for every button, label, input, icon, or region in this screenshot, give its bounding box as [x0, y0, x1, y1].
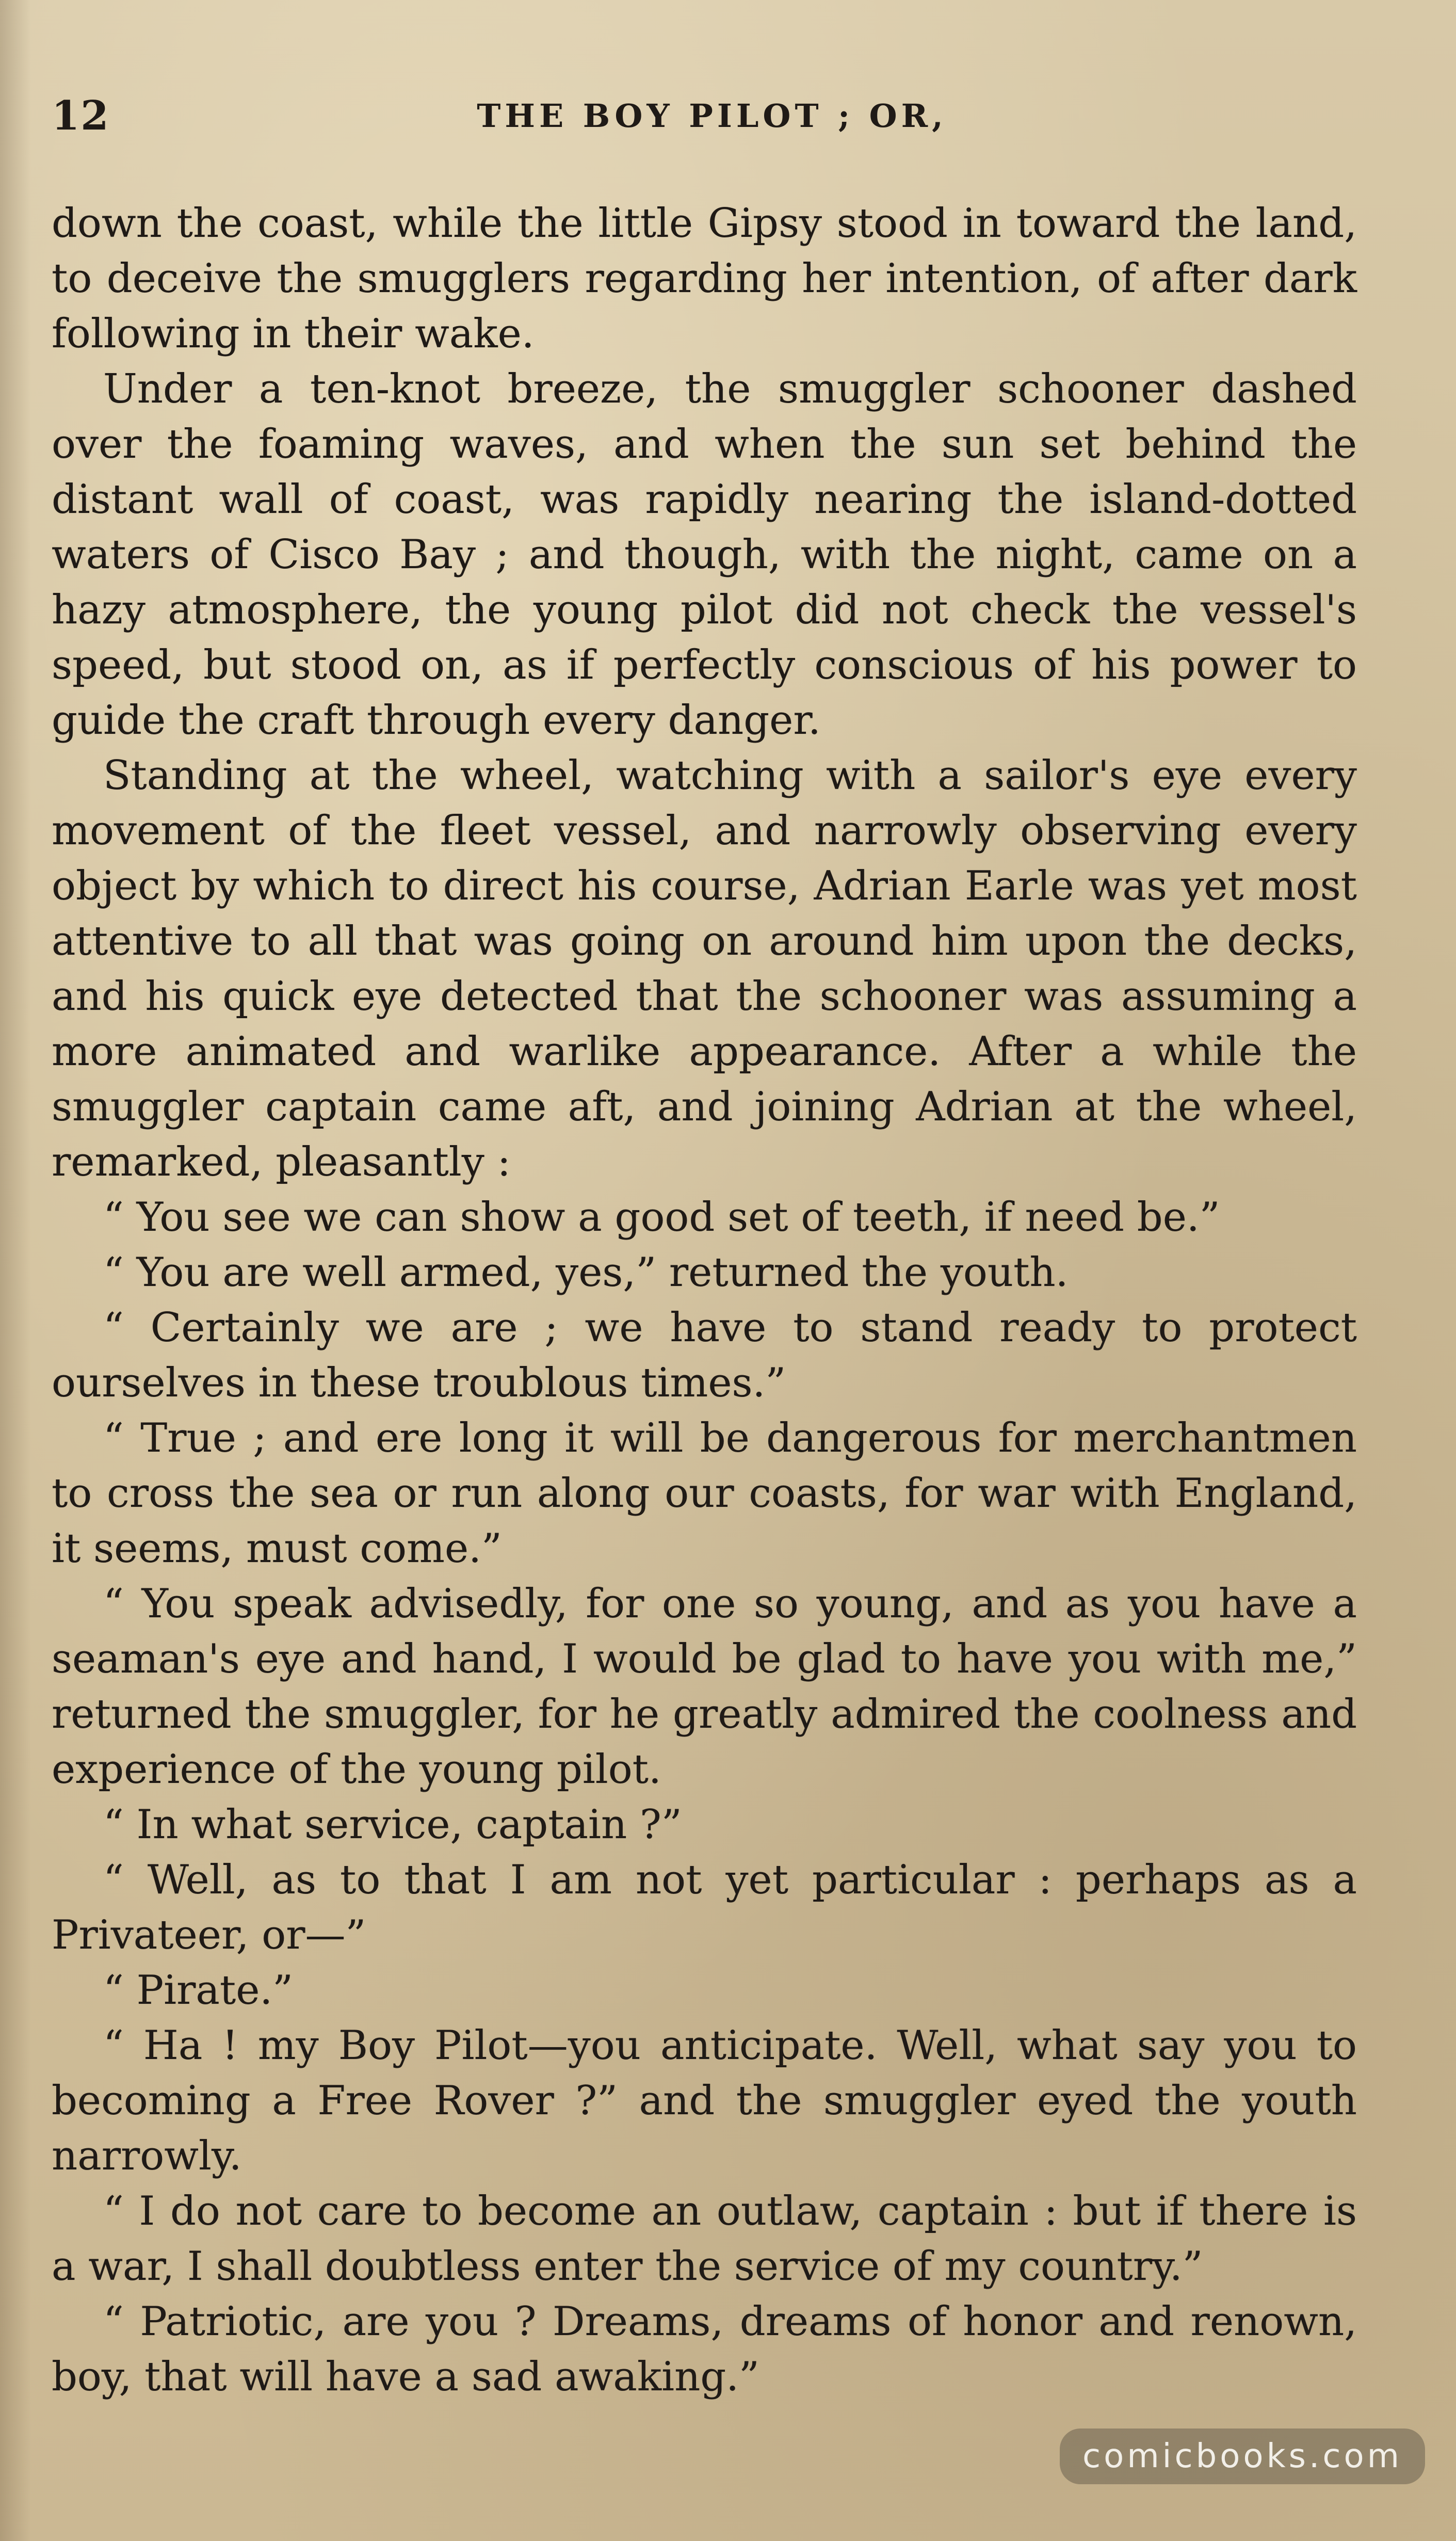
paragraph: “ You see we can show a good set of teeth, if need be.” [103, 1194, 1220, 1241]
page-header [52, 88, 1372, 144]
paragraph: “ I do not care to become an outlaw, captain : but if there is a war, I shall doubtless enter the service of my country.” [52, 2188, 1357, 2290]
paragraph: “ True ; and ere long it will be dangerous for merchantmen to cross the sea or run along our coasts, for war with England, it seems, must come.” [52, 1415, 1357, 1572]
paragraph: down the coast, while the little Gipsy stood in toward the land, to deceive the smugglers regarding her intention, of after dark following in their wake. [52, 200, 1357, 357]
paragraph: “ Pirate.” [103, 1967, 294, 2014]
paragraph: “ Well, as to that I am not yet particular : perhaps as a Privateer, or—” [52, 1857, 1357, 1958]
body-text [52, 196, 1357, 2405]
source-watermark: comicbooks.com [1060, 2429, 1425, 2484]
paragraph: “ In what service, captain ?” [103, 1802, 682, 1848]
paragraph: “ Ha ! my Boy Pilot—you anticipate. Well, what say you to becoming a Free Rover ?” and the smuggler eyed the youth narrowly. [52, 2022, 1357, 2179]
paragraph: “ Certainly we are ; we have to stand ready to protect ourselves in these troublous times.” [52, 1305, 1357, 1406]
paragraph: Under a ten-knot breeze, the smuggler schooner dashed over the foaming waves, and when the sun set behind the distant wall of coast, was rapidly nearing the island-dotted waters of Cisco Bay ; and though, with the night, came on a hazy atmosphere, the young pilot did not check the vessel's speed, but stood on, as if perfectly conscious of his power to guide the craft through every danger. [52, 366, 1357, 744]
page-edge-shadow [0, 0, 31, 2541]
paragraph: Standing at the wheel, watching with a sailor's eye every movement of the fleet vessel, and narrowly observing every object by which to direct his course, Adrian Earle was yet most attentive to all that was going on around him upon the decks, and his quick eye detected that the schooner was assuming a more animated and warlike appearance. After a while the smuggler captain came aft, and joining Adrian at the wheel, remarked, pleasantly : [52, 752, 1357, 1185]
paragraph: “ You speak advisedly, for one so young, and as you have a seaman's eye and hand, I would be glad to have you with me,” returned the smuggler, for he greatly admired the coolness and experience of the young pilot. [52, 1581, 1357, 1793]
paragraph: “ Patriotic, are you ? Dreams, dreams of honor and renown, boy, that will have a sad awaking.” [52, 2298, 1357, 2400]
page-number: 12 [52, 92, 110, 139]
running-head: THE BOY PILOT ; OR, [477, 97, 947, 135]
paragraph: “ You are well armed, yes,” returned the youth. [103, 1249, 1069, 1296]
